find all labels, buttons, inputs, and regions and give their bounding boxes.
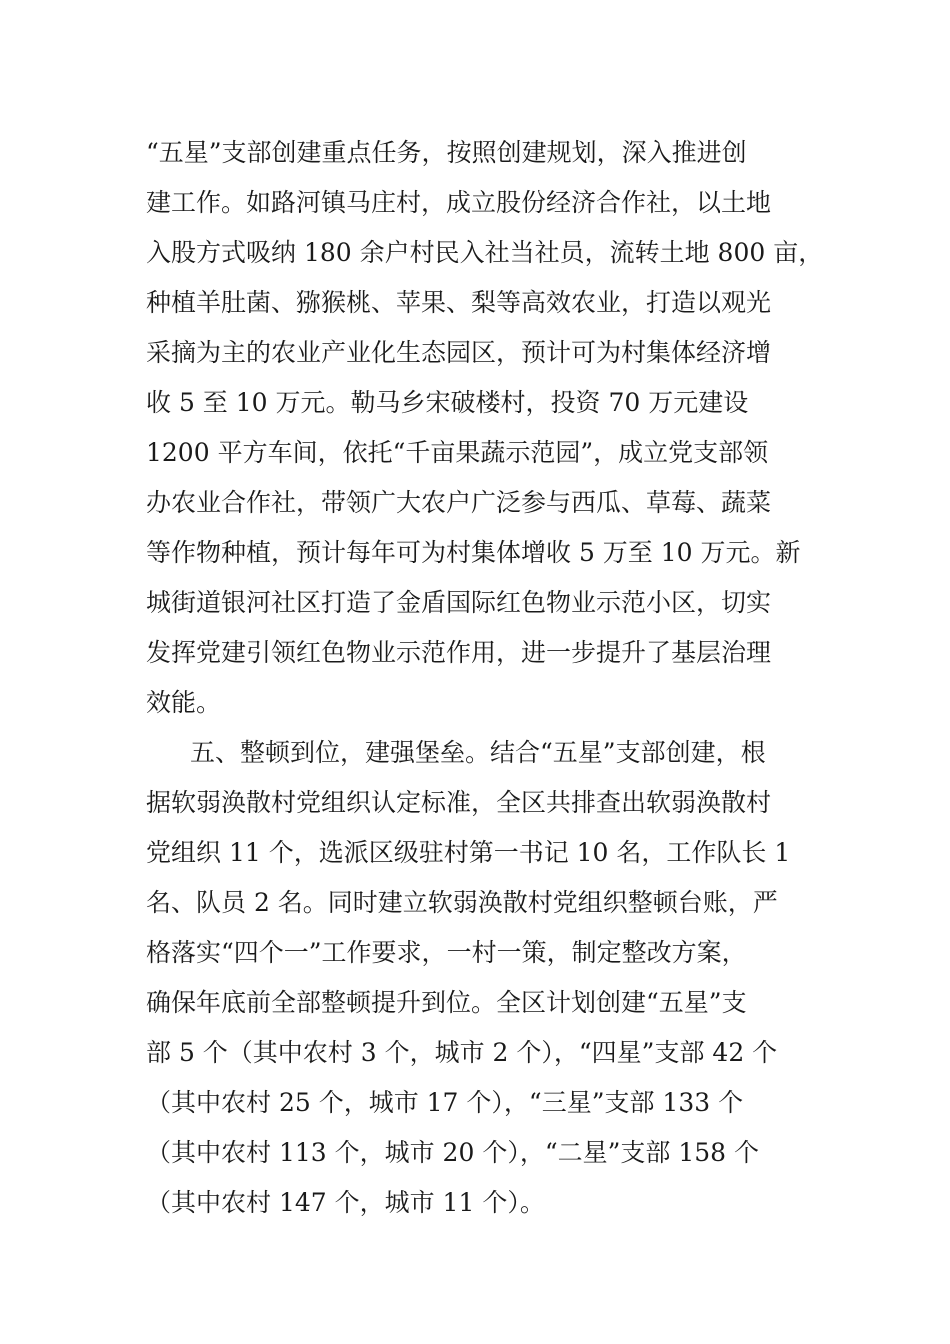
text-line: 采摘为主的农业产业化生态园区，预计可为村集体经济增 <box>146 338 772 367</box>
text-line: （其中农村 147 个，城市 11 个）。 <box>146 1188 545 1217</box>
document-body <box>146 128 826 1228</box>
text-line: 1200 平方车间，依托“千亩果蔬示范园”，成立党支部领 <box>146 438 769 467</box>
text-line: “五星”支部创建重点任务，按照创建规划，深入推进创 <box>146 138 747 167</box>
text-line: 据软弱涣散村党组织认定标准，全区共排查出软弱涣散村 <box>146 788 772 817</box>
text-line: 名、队员 2 名。同时建立软弱涣散村党组织整顿台账，严 <box>146 888 778 917</box>
text-line: 党组织 11 个，选派区级驻村第一书记 10 名，工作队长 1 <box>146 838 791 867</box>
paragraph-continuation <box>146 128 826 728</box>
text-line: 确保年底前全部整顿提升到位。全区计划创建“五星”支 <box>146 988 747 1017</box>
text-line: 格落实“四个一”工作要求，一村一策，制定整改方案， <box>146 938 747 967</box>
text-line-first: 五、整顿到位，建强堡垒。结合“五星”支部创建，根 <box>190 738 766 767</box>
text-line: 办农业合作社，带领广大农户广泛参与西瓜、草莓、蔬菜 <box>146 488 772 517</box>
text-line: 入股方式吸纳 180 余户村民入社当社员，流转土地 800 亩， <box>146 238 824 267</box>
text-line: 等作物种植，预计每年可为村集体增收 5 万至 10 万元。新 <box>146 538 801 567</box>
text-line: 收 5 至 10 万元。勒马乡宋破楼村，投资 70 万元建设 <box>146 388 749 417</box>
paragraph-five <box>146 728 826 1228</box>
text-line: 城街道银河社区打造了金盾国际红色物业示范小区，切实 <box>146 588 772 617</box>
text-line: 部 5 个（其中农村 3 个，城市 2 个），“四星”支部 42 个 <box>146 1038 778 1067</box>
text-line: 种植羊肚菌、猕猴桃、苹果、梨等高效农业，打造以观光 <box>146 288 772 317</box>
text-line: （其中农村 113 个，城市 20 个），“二星”支部 158 个 <box>146 1138 759 1167</box>
text-line: （其中农村 25 个，城市 17 个），“三星”支部 133 个 <box>146 1088 744 1117</box>
text-line: 建工作。如路河镇马庄村，成立股份经济合作社，以土地 <box>146 188 772 217</box>
text-line: 效能。 <box>146 688 222 717</box>
text-line: 发挥党建引领红色物业示范作用，进一步提升了基层治理 <box>146 638 772 667</box>
